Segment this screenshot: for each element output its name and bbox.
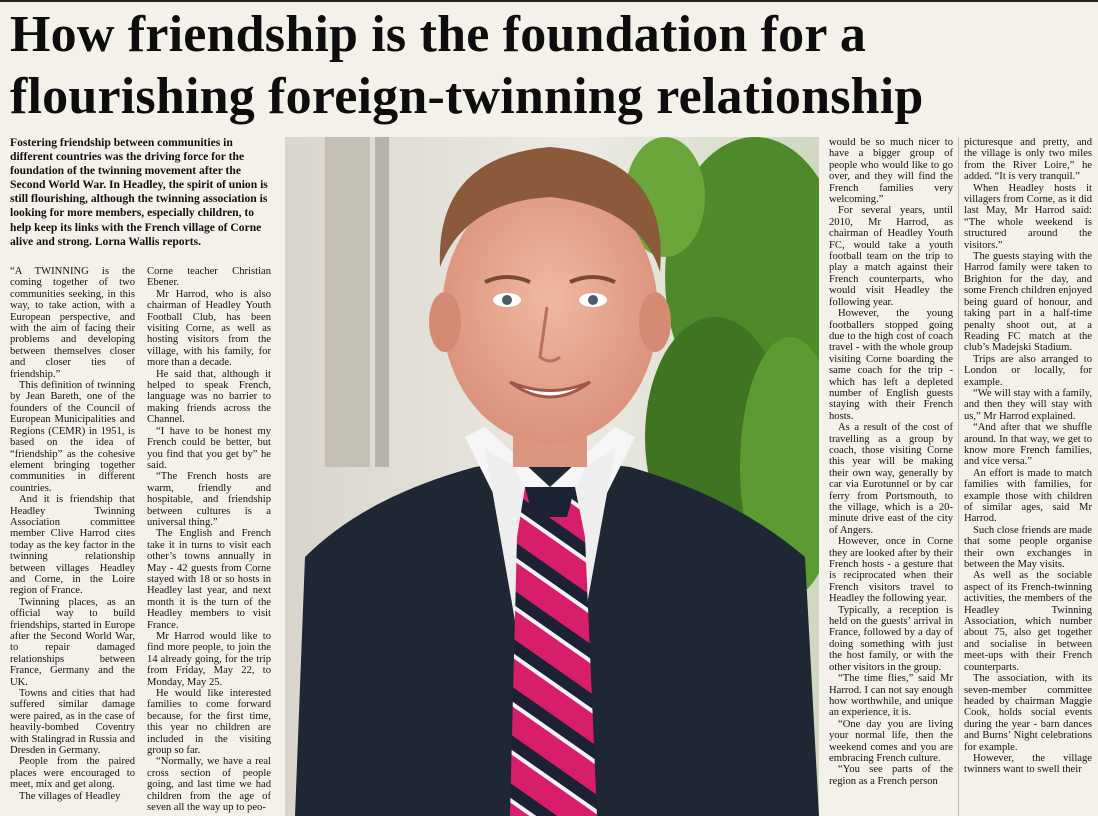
paragraph: However, the young footballers stopped going due to the high cost of coach travel - with the whole group visiting Corne boarding the same coach for the trip - which has left a depleted number of English guests staying with their French hosts. — [829, 308, 953, 422]
paragraph: He would like interested families to come forward because, for the first time, this year no children are included in the visiting group so far. — [147, 688, 271, 757]
striped-tie — [510, 487, 597, 816]
paragraph: The English and French take it in turns to visit each other’s towns annually in May - 42 guests from Corne stayed with 18 or so hosts in Headley last year, and next month it is the turn of the Headley members to visit France. — [147, 528, 271, 631]
paragraph: This definition of twinning by Jean Bareth, one of the founders of the Council of European Municipalities and Regions (CEMR) in 1951, is based on the idea of “friendship” as the cohesive element bringing together communities in different countries. — [10, 380, 135, 494]
paragraph: However, once in Corne they are looked after by their French hosts - a gesture that is reciprocated when their French visitors travel to Headley the following year. — [829, 536, 953, 605]
paragraph: Trips are also arranged to London or locally, for example. — [964, 353, 1092, 388]
paragraph: As a result of the cost of travelling as a group by coach, those visiting Corne this year will be making their own way, generally by car via Eurotunnel or by car ferry from Portsmouth, to the village, which is a 20-minute drive east of the city of Angers. — [829, 422, 953, 536]
paragraph: “You see parts of the region as a French person — [829, 764, 953, 787]
paragraph: Twinning places, as an official way to build friendships, started in Europe after the Second World War, to repair damaged relationships between France, Germany and the UK. — [10, 596, 135, 688]
column-rule — [958, 137, 959, 816]
paragraph: As well as the sociable aspect of its French-twinning activities, the members of the Headley Twinning Association, which number about 75, also get together and socialise in between meet-ups with their French counterparts. — [964, 570, 1092, 673]
paragraph: An effort is made to match families with families, for example those with children of similar ages, said Mr Harrod. — [964, 467, 1092, 525]
paragraph: “We will stay with a family, and then they will stay with us,” Mr Harrod explained. — [964, 387, 1092, 422]
paragraph: picturesque and pretty, and the village is only two miles from the River Loire,” he added. “It is very tranquil.” — [964, 137, 1092, 183]
paragraph: However, the village twinners want to swell their — [964, 752, 1092, 776]
paragraph: The association, with its seven-member committee headed by chairman Maggie Cook, holds social events during the year - barn dances and Burns’ Night celebrations for example. — [964, 673, 1092, 753]
standfirst: Fostering friendship between communities in different countries was the driving force for the foundation of the twinning movement after the Second World War. In Headley, the spirit of union is still flourishing, although the twinning association is looking for more members, especially children, to help keep its links with the French village of Corne alive and strong. Lorna Wallis reports. — [10, 136, 268, 248]
paragraph: Typically, a reception is held on the guests’ arrival in France, followed by a day of doing something with just the host family, or with the other visitors in the group. — [829, 604, 953, 673]
paragraph: Mr Harrod would like to find more people, to join the 14 already going, for the trip from Friday, May 22, to Monday, May 25. — [147, 631, 271, 688]
paragraph: When Headley hosts it villagers from Corne, as it did last May, Mr Harrod said: “The whole weekend is structured around the visitors.” — [964, 182, 1092, 251]
paragraph: “And after that we shuffle around. In that way, we get to know more French families, and vice versa.” — [964, 422, 1092, 468]
headline — [10, 4, 1090, 128]
paragraph: “One day you are living your normal life, then the weekend comes and you are embracing French culture. — [829, 718, 953, 764]
headline-line-2: flourishing foreign-twinning relationship — [10, 68, 924, 125]
paragraph: “The French hosts are warm, friendly and hospitable, and friendship between cultures is a universal thing.” — [147, 471, 271, 528]
article-column-3 — [829, 137, 953, 816]
paragraph: The villages of Headley — [19, 790, 121, 802]
article-column-4 — [964, 137, 1092, 816]
paragraph: For several years, until 2010, Mr Harrod, as chairman of Headley Youth FC, would take a youth football team on the trip to play a match against their French counterparts, who would visit Headley the following year. — [829, 205, 953, 308]
article-column-1 — [10, 266, 135, 816]
paragraph: Corne teacher Christian Ebener. — [147, 266, 271, 289]
paragraph: “The time flies,” said Mr Harrod. I can not say enough how worthwhile, and unique an experience, it is. — [829, 673, 953, 719]
paragraph: The guests staying with the Harrod family were taken to Brighton for the day, and some French children enjoyed being guard of honour, and taking part in a half-time penalty shoot out, at a Reading FC match at the club’s Madejski Stadium. — [964, 251, 1092, 354]
paragraph: “Normally, we have a real cross section of people going, and last time we had children from the age of seven all the way up to peo- — [147, 756, 271, 814]
paragraph: would be so much nicer to have a bigger group of people who would like to go over, and they will find the French families very welcoming.” — [829, 137, 953, 206]
paragraph: Towns and cities that had suffered similar damage were paired, as in the case of heavily-bombed Coventry with Stalingrad in Russia and Dresden in Germany. — [10, 688, 135, 757]
portrait-photo — [285, 137, 819, 816]
paragraph: Mr Harrod, who is also chairman of Headley Youth Football Club, has been visiting Corne, as well as hosting visitors from the village, with his family, for more than a decade. — [147, 288, 271, 369]
headline-line-1: How friendship is the foundation for a — [10, 6, 867, 63]
top-rule — [0, 0, 1098, 2]
paragraph: Such close friends are made that some people organise their own exchanges in between the May visits. — [964, 524, 1092, 571]
paragraph: “I have to be honest my French could be better, but you find that you get by” he said. — [147, 425, 271, 471]
paragraph: “A TWINNING is the coming together of two communities seeking, in this way, to take action, with a European perspective, and with the aim of facing their problems and developing between themselves closer and closer ties of friendship.” — [10, 266, 135, 380]
paragraph: People from the paired places were encouraged to meet, mix and get along. — [10, 756, 135, 791]
article-column-2 — [147, 266, 271, 816]
portrait-illustration — [285, 137, 819, 816]
paragraph: And it is friendship that Headley Twinning Association committee member Clive Harrod cites today as the key factor in the twinning relationship between villages Headley and Corne, in the Loire region of France. — [10, 494, 135, 597]
paragraph: He said that, although it helped to speak French, language was no barrier to making friends across the Channel. — [147, 368, 271, 426]
